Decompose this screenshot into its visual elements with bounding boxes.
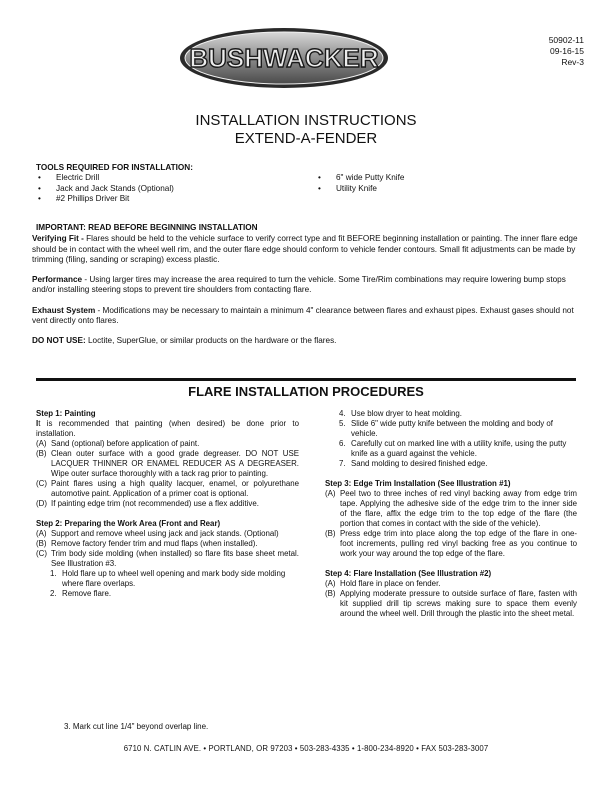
sub-label: 6. <box>339 439 346 448</box>
important-section <box>32 223 584 357</box>
item-text: Paint flares using a high quality lacquer, enamel, or polyurethane automotive paint. Application of a primer coat is optional. <box>51 479 299 498</box>
do-not-use-paragraph <box>32 336 584 346</box>
sub-text: Carefully cut on marked line with a utility knife, using the putty knife as a guard against the vehicle. <box>351 439 567 458</box>
list-item <box>325 589 577 619</box>
logo-text: BUSHWACKER <box>189 43 379 73</box>
item-label: (A) <box>325 579 336 588</box>
sub-label: 5. <box>339 419 346 428</box>
list-item <box>36 479 299 499</box>
list-item <box>325 579 577 589</box>
sub-item <box>325 419 577 439</box>
item-text: Clean outer surface with a good grade degreaser. DO NOT USE LACQUER THINNER OR ENAMEL REDUCER AS A DEGREASER. Wipe outer surface thoroughly with a tack rag prior to painting. <box>51 449 299 478</box>
step3-heading: Step 3: Edge Trim Installation (See Illustration #1) <box>325 479 511 488</box>
sub-label: 7. <box>339 459 346 468</box>
sub-item <box>36 589 299 599</box>
tool-item: • 6" wide Putty Knife <box>316 173 566 183</box>
doc-date: 09-16-15 <box>549 46 584 56</box>
mark-cut-line-step: 3. Mark cut line 1/4" beyond overlap line. <box>64 722 209 731</box>
list-item <box>36 449 299 479</box>
procedures-right-column <box>325 409 577 619</box>
section-divider <box>36 378 576 381</box>
exhaust-paragraph <box>32 306 584 327</box>
item-label: (B) <box>36 539 47 548</box>
item-label: (D) <box>36 499 47 508</box>
procedures-title: FLARE INSTALLATION PROCEDURES <box>188 384 424 399</box>
performance-paragraph <box>32 275 584 296</box>
list-item <box>325 529 577 559</box>
tool-item: • Utility Knife <box>316 184 566 194</box>
tool-item: • Electric Drill <box>36 173 316 183</box>
list-item <box>36 539 299 549</box>
sub-item <box>36 569 299 589</box>
item-label: (A) <box>36 529 47 538</box>
item-text: Applying moderate pressure to outside surface of flare, fasten with kit supplied drill tip screws making sure to space them evenly around the wheel well. Drill through the plastic into the sheet metal. <box>340 589 577 618</box>
performance-text: - Using larger tires may increase the area required to turn the vehicle. Some Tire/Rim combinations may require lowering bump stops and/or installing steering stops to prevent tire shoulders from contacting flare. <box>32 275 566 295</box>
page-title <box>0 112 612 148</box>
step4-heading: Step 4: Flare Installation (See Illustration #2) <box>325 569 492 578</box>
doc-revision: Rev-3 <box>561 57 584 67</box>
item-text: Peel two to three inches of red vinyl backing away from edge trim tape. Applying the adhesive side of the edge trim to the inner side of the flare, affix the edge trim to the top edge of the flare (the portion that comes in contact with the side of the vehicle). <box>340 489 577 528</box>
item-label: (A) <box>36 439 47 448</box>
important-heading: IMPORTANT: READ BEFORE BEGINNING INSTALLATION <box>36 223 258 232</box>
item-text: Remove factory fender trim and mud flaps (when installed). <box>51 539 258 548</box>
step1-heading: Step 1: Painting <box>36 409 96 418</box>
tools-heading: TOOLS REQUIRED FOR INSTALLATION: <box>36 163 193 172</box>
sub-label: 4. <box>339 409 346 418</box>
tools-list-left <box>36 173 316 204</box>
sub-text: Use blow dryer to heat molding. <box>351 409 462 418</box>
item-text: Trim body side molding (when installed) so flare fits base sheet metal. See Illustration #3. <box>51 549 299 568</box>
item-text: Support and remove wheel using jack and jack stands. (Optional) <box>51 529 279 538</box>
do-not-use-text: Loctite, SuperGlue, or similar products on the hardware or the flares. <box>85 336 337 346</box>
sub-item <box>325 439 577 459</box>
tools-list-right <box>316 173 566 204</box>
tools-section <box>36 163 586 204</box>
do-not-use-label: DO NOT USE: <box>32 336 86 346</box>
doc-number: 50902-11 <box>548 35 584 45</box>
list-item <box>36 549 299 569</box>
item-text: Press edge trim into place along the top edge of the flare in one-foot increments, pulling red vinyl backing free as you continue to work your way around the top edge of the flare. <box>340 529 577 558</box>
footer-address: 6710 N. CATLIN AVE. • PORTLAND, OR 97203 • 503-283-4335 • 1-800-234-8920 • FAX 503-283-3007 <box>123 744 489 753</box>
item-label: (B) <box>325 589 336 598</box>
sub-item <box>325 409 577 419</box>
item-label: (C) <box>36 479 47 488</box>
tool-item: • Jack and Jack Stands (Optional) <box>36 184 316 194</box>
sub-item <box>325 459 577 469</box>
item-label: (C) <box>36 549 47 558</box>
sub-text: Sand molding to desired finished edge. <box>351 459 488 468</box>
procedures-left-column <box>36 409 299 599</box>
verifying-fit-paragraph <box>32 234 584 265</box>
item-text: If painting edge trim (not recommended) use a flex additive. <box>51 499 259 508</box>
list-item <box>36 499 299 509</box>
verifying-text: Flares should be held to the vehicle surface to verify correct type and fit BEFORE beginning installation or painting. The inner flare edge should be in contact with the wheel well rim, and the outer flare edge should conform to vehicle fender contours. Small fit adjustments can be made by trimming (filing, sanding or scraping) excess plastic. <box>32 234 578 264</box>
item-text: Sand (optional) before application of paint. <box>51 439 200 448</box>
sub-text: Hold flare up to wheel well opening and mark body side molding where flare overlaps. <box>62 569 286 588</box>
sub-text: Slide 6" wide putty knife between the molding and body of vehicle. <box>351 419 553 438</box>
bushwacker-logo <box>178 26 390 90</box>
step2-heading: Step 2: Preparing the Work Area (Front and Rear) <box>36 519 221 528</box>
sub-label: 2. <box>50 589 57 598</box>
item-text: Hold flare in place on fender. <box>340 579 441 588</box>
verifying-label: Verifying Fit - <box>32 234 84 244</box>
step1-intro <box>36 419 299 439</box>
tool-item: • #2 Phillips Driver Bit <box>36 194 316 204</box>
title-line-1: INSTALLATION INSTRUCTIONS <box>195 112 417 129</box>
list-item <box>36 529 299 539</box>
step1-intro-lead: I <box>36 419 39 428</box>
item-label: (B) <box>325 529 336 538</box>
performance-label: Performance <box>32 275 83 285</box>
item-label: (B) <box>36 449 47 458</box>
sub-text: Remove flare. <box>62 589 112 598</box>
exhaust-text: - Modifications may be necessary to maintain a minimum 4" clearance between flares and exhaust pipes. Exhaust gases should not vent directly onto flares. <box>32 305 574 326</box>
document-info <box>549 35 584 68</box>
list-item <box>325 489 577 529</box>
title-line-2: EXTEND-A-FENDER <box>234 130 378 147</box>
step1-intro-text: t is recommended that painting (when desired) be done prior to installation. <box>36 419 299 438</box>
list-item <box>36 439 299 449</box>
exhaust-label: Exhaust System <box>32 305 96 315</box>
sub-label: 1. <box>50 569 57 578</box>
item-label: (A) <box>325 489 336 498</box>
